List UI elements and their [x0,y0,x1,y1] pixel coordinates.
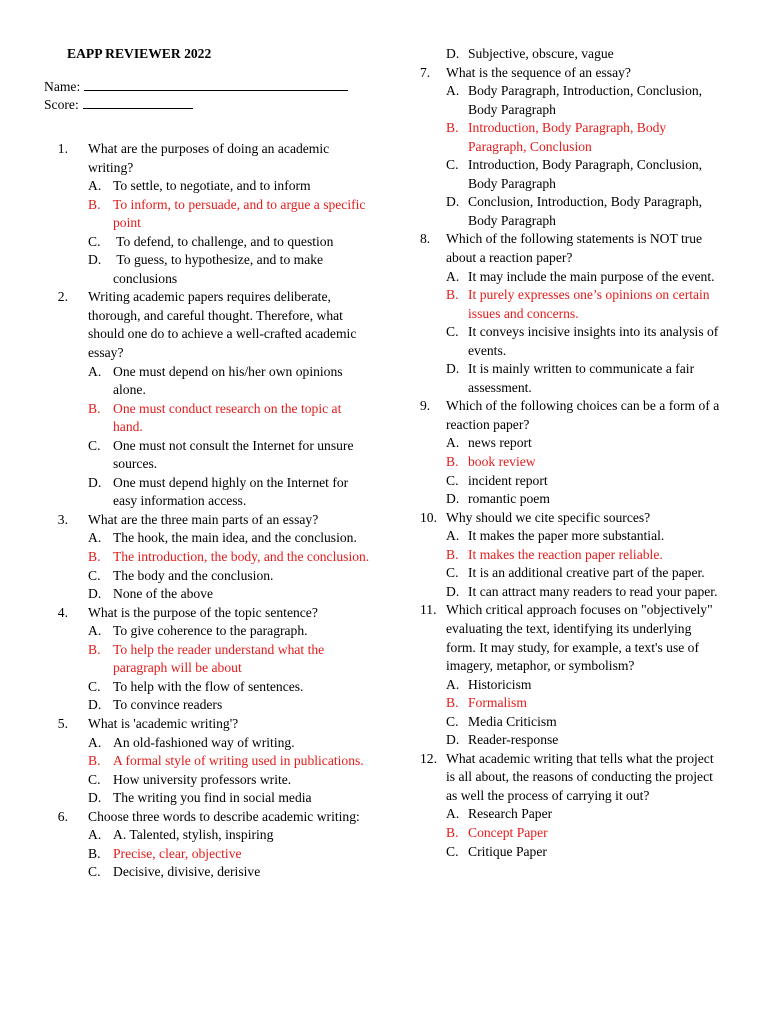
question-1-option-d [44,251,372,288]
option-text: Introduction, Body Paragraph, Conclusion, Body Paragraph [468,157,703,191]
question-8 [420,230,720,267]
left-column [44,140,372,882]
option-text: How university professors write. [113,771,292,787]
question-6-option-d [420,45,720,64]
question-12-option-a [420,805,720,824]
question-3-option-a [44,529,372,548]
option-text: Research Paper [468,806,553,822]
question-8-option-b [420,286,720,323]
option-letter: A. [446,676,460,692]
option-text: To settle, to negotiate, and to inform [113,178,311,194]
question-4-option-b [44,641,372,678]
option-letter: A. [446,83,460,99]
option-text: The writing you find in social media [113,790,312,806]
question-5-option-d [44,789,372,808]
question-6-option-a [44,826,372,845]
option-text: The hook, the main idea, and the conclusion. [113,530,357,546]
question-7-option-a [420,82,720,119]
option-text: A formal style of writing used in publications. [113,753,364,769]
question-9-option-b [420,453,720,472]
question-3-option-c [44,567,372,586]
option-text: It may include the main purpose of the event. [468,268,715,284]
question-number: 12. [420,750,437,766]
option-text: Reader-response [468,732,559,748]
option-letter: A. [88,827,102,843]
option-letter: C. [88,678,101,694]
option-letter: B. [446,120,459,136]
option-text: book review [468,454,536,470]
question-text: Which of the following choices can be a form of a reaction paper? [446,398,720,432]
option-letter: D. [446,732,460,748]
option-letter: C. [88,771,101,787]
option-text: Conclusion, Introduction, Body Paragraph, Body Paragraph [468,194,703,228]
option-text: Precise, clear, objective [113,845,242,861]
option-letter: C. [88,567,101,583]
option-text: To give coherence to the paragraph. [113,623,308,639]
option-letter: A. [88,530,102,546]
option-letter: D. [88,586,102,602]
option-letter: D. [446,46,460,61]
question-1-option-a [44,177,372,196]
option-text: It can attract many readers to read your paper. [468,583,718,599]
name-label: Name: [44,79,81,94]
option-letter: D. [88,474,102,490]
option-letter: D. [446,491,460,507]
question-10-option-d [420,583,720,602]
option-text: To inform, to persuade, and to argue a specific point [113,196,366,231]
option-text: It is mainly written to communicate a fair assessment. [468,361,695,395]
option-letter: C. [88,437,101,453]
question-number: 6. [57,808,68,824]
option-text: The introduction, the body, and the conclusion. [113,549,370,565]
question-10-option-b [420,546,720,565]
option-letter: A. [446,268,460,284]
option-letter: B. [446,287,459,303]
question-1-option-b [44,196,372,233]
option-text: One must not consult the Internet for unsure sources. [113,437,354,472]
option-text: Concept Paper [468,824,548,840]
question-text: What is the purpose of the topic sentence? [88,604,318,620]
question-11-option-a [420,676,720,695]
question-11-option-d [420,731,720,750]
question-number: 10. [420,509,437,525]
option-letter: D. [88,790,102,806]
option-text: Media Criticism [468,713,557,729]
option-text: To help with the flow of sentences. [113,678,304,694]
question-5-option-b [44,752,372,771]
question-text: Why should we cite specific sources? [446,509,651,525]
option-letter: B. [88,549,101,565]
question-10 [420,509,720,528]
option-letter: C. [446,713,459,729]
name-field [44,77,348,97]
option-letter: B. [88,753,101,769]
question-1 [44,140,372,177]
question-text: What is 'academic writing'? [88,715,239,731]
question-number: 3. [57,511,68,527]
option-letter: C. [446,157,459,173]
option-text: It makes the paper more substantial. [468,528,665,544]
question-2-option-c [44,437,372,474]
option-text: Decisive, divisive, derisive [113,864,261,880]
option-text: To defend, to challenge, and to question [113,233,334,249]
option-text: To guess, to hypothesize, and to make conclusions [113,252,327,286]
option-letter: A. [88,623,102,639]
option-text: A. Talented, stylish, inspiring [113,827,274,843]
question-2-option-d [44,474,372,511]
question-number: 7. [420,64,431,80]
option-letter: D. [446,194,460,210]
option-text: news report [468,435,532,451]
option-text: Formalism [468,695,527,711]
question-number: 8. [420,231,431,247]
option-text: The body and the conclusion. [113,567,274,583]
right-column [420,45,720,861]
question-4-option-a [44,622,372,641]
question-5-option-c [44,771,372,790]
option-letter: D. [446,361,460,377]
question-2-option-a [44,363,372,400]
option-text: One must depend highly on the Internet for easy information access. [113,474,349,509]
option-text: One must depend on his/her own opinions alone. [113,363,343,398]
question-text: What are the three main parts of an essay? [88,511,319,527]
option-text: It makes the reaction paper reliable. [468,546,663,562]
question-text: What are the purposes of doing an academic writing? [88,141,330,175]
question-9-option-c [420,472,720,491]
option-text: An old-fashioned way of writing. [113,734,295,750]
question-number: 5. [57,715,68,731]
question-12-option-b [420,824,720,843]
option-text: Critique Paper [468,843,547,859]
option-letter: B. [446,695,459,711]
question-4-option-d [44,696,372,715]
question-7-option-b [420,119,720,156]
option-letter: C. [88,233,101,249]
option-letter: A. [446,806,460,822]
document-title: EAPP REVIEWER 2022 [67,46,212,61]
option-text: To help the reader understand what the paragraph will be about [113,641,325,676]
question-5-option-a [44,734,372,753]
option-letter: C. [446,472,459,488]
question-8-option-c [420,323,720,360]
option-text: Body Paragraph, Introduction, Conclusion, Body Paragraph [468,83,703,117]
question-number: 2. [57,289,68,305]
option-letter: B. [446,824,459,840]
option-letter: B. [88,641,101,657]
option-letter: A. [446,528,460,544]
option-letter: C. [446,565,459,581]
question-10-option-c [420,564,720,583]
option-text: It conveys incisive insights into its analysis of events. [468,324,719,358]
option-letter: D. [88,252,102,268]
question-9-option-a [420,434,720,453]
question-number: 4. [57,604,68,620]
question-text: Choose three words to describe academic writing: [88,808,360,824]
question-9-option-d [420,490,720,509]
question-text: Which critical approach focuses on "objectively" evaluating the text, identifying its underlying form. It may study, for example, a text's use of imagery, metaphor, or symbolism? [446,602,713,674]
question-7 [420,64,720,83]
option-text: To convince readers [113,697,223,713]
question-text: Which of the following statements is NOT true about a reaction paper? [446,231,703,266]
option-text: romantic poem [468,491,550,507]
question-3-option-d [44,585,372,604]
option-letter: D. [446,583,460,599]
option-letter: C. [446,843,459,859]
score-field [44,95,193,115]
question-11-option-b [420,694,720,713]
option-letter: C. [446,324,459,340]
question-8-option-d [420,360,720,397]
question-text: Writing academic papers requires deliberate, thorough, and careful thought. Therefore, what should one do to achieve a well-crafted academic essay? [88,289,357,361]
name-blank-line [84,77,348,91]
option-text: Historicism [468,676,532,692]
question-7-option-d [420,193,720,230]
question-number: 11. [420,602,437,618]
question-2 [44,288,372,362]
option-text: It is an additional creative part of the paper. [468,565,705,581]
option-letter: A. [88,178,102,194]
question-6 [44,808,372,827]
question-4-option-c [44,678,372,697]
score-blank-line [83,95,193,109]
question-6-option-c [44,863,372,882]
question-number: 1. [57,141,68,156]
question-number: 9. [420,398,431,414]
question-7-option-c [420,156,720,193]
option-letter: B. [88,845,101,861]
option-letter: B. [446,546,459,562]
option-text: It purely expresses one’s opinions on certain issues and concerns. [468,287,710,321]
option-text: Introduction, Body Paragraph, Body Paragraph, Conclusion [468,120,667,154]
question-6-option-b [44,845,372,864]
option-letter: C. [88,864,101,880]
option-text: incident report [468,472,548,488]
question-2-option-b [44,400,372,437]
question-10-option-a [420,527,720,546]
question-3-option-b [44,548,372,567]
question-4 [44,604,372,623]
question-12-option-c [420,843,720,862]
question-text: What is the sequence of an essay? [446,64,631,80]
option-letter: B. [88,196,101,212]
score-label: Score: [44,97,79,112]
option-letter: A. [446,435,460,451]
question-3 [44,511,372,530]
option-text: Subjective, obscure, vague [468,46,614,61]
question-12 [420,750,720,806]
option-letter: B. [88,400,101,416]
option-text: One must conduct research on the topic at hand. [113,400,342,435]
option-letter: A. [88,363,102,379]
question-text: What academic writing that tells what the project is all about, the reasons of conducting the project as well the process of carrying it out? [446,750,714,803]
question-11-option-c [420,713,720,732]
question-5 [44,715,372,734]
question-9 [420,397,720,434]
option-letter: B. [446,454,459,470]
question-8-option-a [420,268,720,287]
option-letter: A. [88,734,102,750]
option-text: None of the above [113,586,214,602]
question-11 [420,601,720,675]
question-1-option-c [44,233,372,252]
option-letter: D. [88,697,102,713]
